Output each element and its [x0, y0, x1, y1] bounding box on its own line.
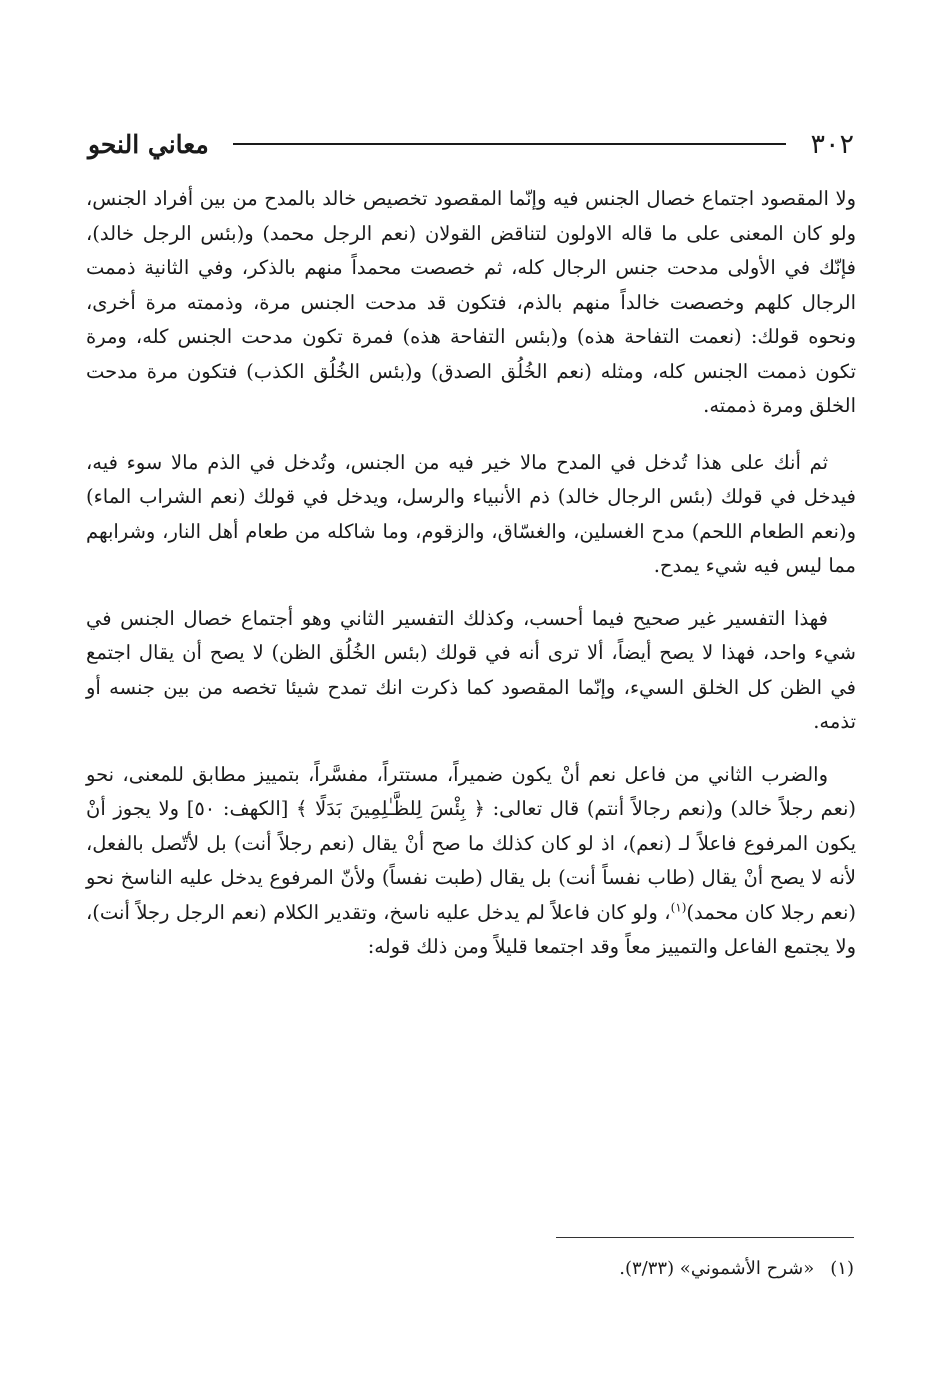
paragraph-4-text-a: والضرب الثاني من فاعل نعم أنْ يكون ضميراً، مستتراً، مفسَّراً، بتمييز مطابق للمعنى، نحو (نعم رجلاً خالد) و(نعم رجالاً أنتم) قال تعالى: ﴿ بِئْسَ لِلظَّـٰلِمِينَ بَدَلًا ﴾ [الكهف: ٥٠] ولا يجوز أنْ يكون المرفوع فاعلاً لـ (نعم)، اذ لو كان كذلك ما صح أنْ يقال (نعم رجلاً أنت) بل لأتّصل بالفعل، لأنه لا يصح أنْ يقال (طاب نفساً أنت) بل يقال (طبت نفساً) ولأنّ المرفوع يدخل عليه الناسخ نحو (نعم رجلا كان محمد): [86, 762, 857, 924]
page-number: ٣٠٢: [810, 128, 854, 160]
main-text: [86, 182, 856, 983]
footnote-number: (١): [830, 1258, 854, 1279]
paragraph-4-text-b: ، ولو كان فاعلاً لم يدخل عليه ناسخ، وتقدير الكلام (نعم الرجل رجلاً أنت)، ولا يجتمع الفاعل والتمييز معاً وقد اجتمعا قليلاً ومن ذلك قوله:: [86, 900, 856, 958]
footnote-text: «شرح الأشموني» (٣/٣٣).: [619, 1258, 815, 1279]
header-rule: [233, 143, 787, 145]
footnote-reference[interactable]: (١): [670, 900, 687, 914]
paragraph-2: ثم أنك على هذا تُدخل في المدح مالا خير فيه من الجنس، وتُدخل في الذم مالا سوء فيه، فيدخل في قولك (بئس الرجال خالد) ذم الأنبياء والرسل، ويدخل في قولك (نعم الشراب الماء) و(نعم الطعام اللحم) مدح الغسلين، والغسّاق، والزقوم، وما شاكله من طعام أهل النار، وشرابهم مما ليس فيه شيء يمدح.: [86, 450, 856, 577]
paragraph-3: فهذا التفسير غير صحيح فيما أحسب، وكذلك التفسير الثاني وهو أجتماع خصال الجنس في شيء واحد، فهذا لا يصح أيضاً، ألا ترى أنه في قولك (بئس الخُلُق الظن) لا يصح أن يقال اجتمع في الظن كل الخلق السيء، وإنّما المقصود كما ذكرت انك تمدح شيئا تخصه من بين جنسه أو تذمه.: [86, 606, 856, 733]
paragraph-1: ولا المقصود اجتماع خصال الجنس فيه وإنّما المقصود تخصيص خالد بالمدح من بين أفراد الجنس، ولو كان المعنى على ما قاله الاولون لتناقض القولان (نعم الرجل محمد) و(بئس الرجل خالد)، فإنّك في الأولى مدحت جنس الرجال كله، ثم خصصت محمداً منهم بالذكر، وفي الثانية ذممت الرجال كلهم وخصصت خالداً منهم بالذم، فتكون قد مدحت الجنس مرة، وذممته مرة أخرى، ونحوه قولك: (نعمت التفاحة هذه) و(بئس التفاحة هذه) فمرة تكون مدحت الجنس كله، ومرة تكون ذممت الجنس كله، ومثله (نعم الخُلُق الصدق) و(بئس الخُلُق الكذب) فتكون مرة مدحت الخلق ومرة ذممته.: [86, 187, 856, 417]
footnote: [86, 1255, 854, 1283]
book-title: معاني النحو: [88, 129, 209, 159]
footnote-rule: [556, 1237, 854, 1238]
paragraph-4: [86, 758, 856, 965]
page-header: [88, 118, 854, 170]
